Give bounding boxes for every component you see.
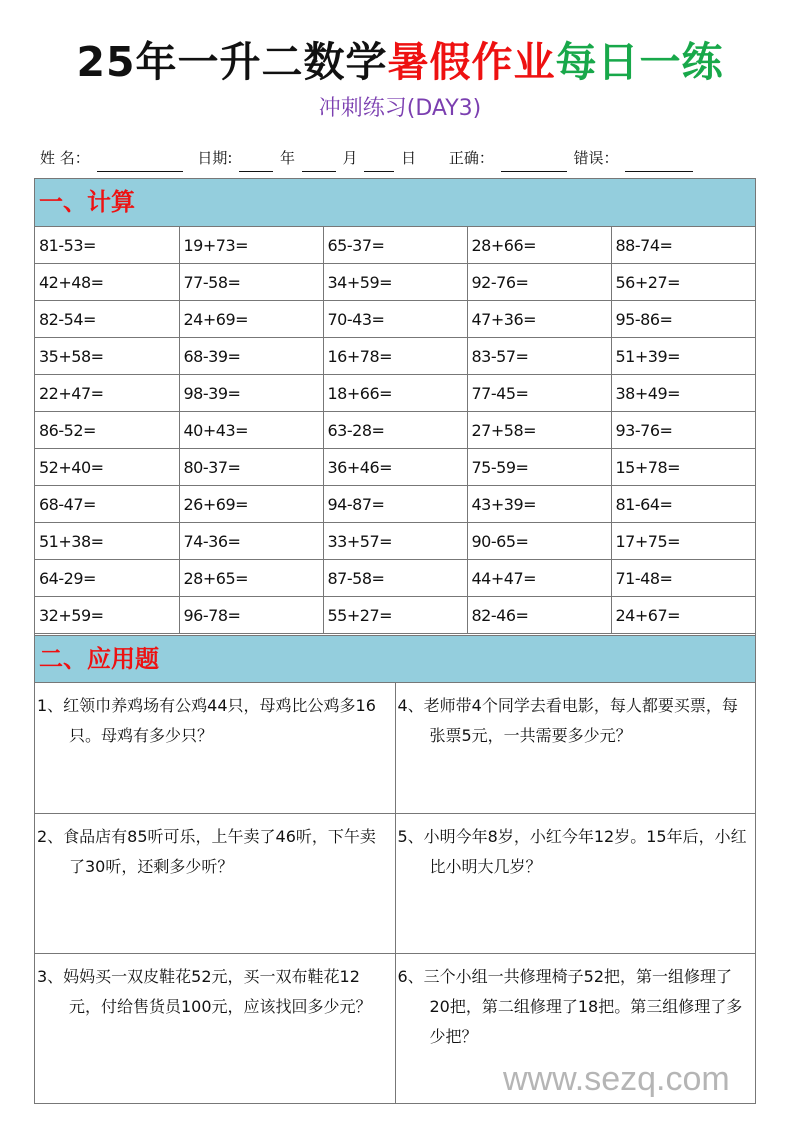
calc-problem-cell[interactable]: 63-28= xyxy=(323,412,467,449)
calc-problem-cell[interactable]: 28+66= xyxy=(467,227,611,264)
calc-problem-cell[interactable]: 77-45= xyxy=(467,375,611,412)
word-problem-cell[interactable] xyxy=(35,683,395,813)
wrong-label: 错误： xyxy=(573,149,619,167)
calc-problem-cell[interactable]: 47+36= xyxy=(467,301,611,338)
calc-problem-cell[interactable]: 81-53= xyxy=(35,227,179,264)
calc-row xyxy=(35,412,755,449)
month-field[interactable] xyxy=(302,153,336,172)
calc-problem-cell[interactable]: 98-39= xyxy=(179,375,323,412)
calc-problem-cell[interactable]: 87-58= xyxy=(323,560,467,597)
calc-problem-cell[interactable]: 51+39= xyxy=(611,338,755,375)
day-label: 日 xyxy=(401,149,417,167)
calc-problem-cell[interactable]: 42+48= xyxy=(35,264,179,301)
worksheet-title xyxy=(0,34,800,90)
calc-row xyxy=(35,375,755,412)
calc-problem-cell[interactable]: 22+47= xyxy=(35,375,179,412)
calc-problem-cell[interactable]: 44+47= xyxy=(467,560,611,597)
calc-row xyxy=(35,449,755,486)
word-problem-cell[interactable] xyxy=(395,813,755,953)
calc-problem-cell[interactable]: 71-48= xyxy=(611,560,755,597)
name-field[interactable] xyxy=(97,153,183,172)
correct-label: 正确： xyxy=(448,149,494,167)
worksheet-subtitle: 冲刺练习(DAY3) xyxy=(318,96,482,121)
title-daily-part: 每日一练 xyxy=(555,38,724,86)
calc-problem-cell[interactable]: 56+27= xyxy=(611,264,755,301)
calc-problem-cell[interactable]: 24+67= xyxy=(611,597,755,634)
calc-problem-cell[interactable]: 17+75= xyxy=(611,523,755,560)
year-field[interactable] xyxy=(239,153,273,172)
calc-problem-cell[interactable]: 94-87= xyxy=(323,486,467,523)
calc-problem-cell[interactable]: 65-37= xyxy=(323,227,467,264)
wrong-field[interactable] xyxy=(625,153,693,172)
calc-problem-cell[interactable]: 70-43= xyxy=(323,301,467,338)
word-problem-cell[interactable] xyxy=(35,953,395,1103)
calc-problem-cell[interactable]: 52+40= xyxy=(35,449,179,486)
calc-problem-cell[interactable]: 80-37= xyxy=(179,449,323,486)
calc-problem-cell[interactable]: 75-59= xyxy=(467,449,611,486)
calc-problem-cell[interactable]: 18+66= xyxy=(323,375,467,412)
calc-problem-cell[interactable]: 36+46= xyxy=(323,449,467,486)
calc-problem-cell[interactable]: 19+73= xyxy=(179,227,323,264)
calc-problem-cell[interactable]: 40+43= xyxy=(179,412,323,449)
calc-problem-cell[interactable]: 35+58= xyxy=(35,338,179,375)
calc-problem-cell[interactable]: 96-78= xyxy=(179,597,323,634)
calc-problem-cell[interactable]: 38+49= xyxy=(611,375,755,412)
calc-problem-cell[interactable]: 68-47= xyxy=(35,486,179,523)
calc-problem-cell[interactable]: 90-65= xyxy=(467,523,611,560)
calc-row xyxy=(35,560,755,597)
calc-problem-grid xyxy=(35,227,755,634)
correct-field[interactable] xyxy=(501,153,567,172)
calc-problem-cell[interactable]: 55+27= xyxy=(323,597,467,634)
calc-problem-cell[interactable]: 82-46= xyxy=(467,597,611,634)
calc-problem-cell[interactable]: 86-52= xyxy=(35,412,179,449)
title-summer-part: 暑假作业 xyxy=(387,38,556,86)
calc-problem-cell[interactable]: 64-29= xyxy=(35,560,179,597)
calc-problem-cell[interactable]: 33+57= xyxy=(323,523,467,560)
calc-problem-cell[interactable]: 32+59= xyxy=(35,597,179,634)
word-problem-cell[interactable] xyxy=(35,813,395,953)
word-problem-3: 3、妈妈买一双皮鞋花52元，买一双布鞋花12元，付给售货员100元，应该找回多少元？ xyxy=(37,966,372,1016)
calc-row xyxy=(35,301,755,338)
title-grade-part: 25年一升二数学 xyxy=(76,38,388,86)
calc-problem-cell[interactable]: 92-76= xyxy=(467,264,611,301)
word-problem-cell[interactable] xyxy=(395,683,755,813)
name-label: 姓 名： xyxy=(40,149,90,167)
calc-problem-cell[interactable]: 93-76= xyxy=(611,412,755,449)
calc-problem-cell[interactable]: 82-54= xyxy=(35,301,179,338)
calc-problem-cell[interactable]: 81-64= xyxy=(611,486,755,523)
calc-problem-cell[interactable]: 68-39= xyxy=(179,338,323,375)
watermark-text: www.sezq.com xyxy=(503,1060,730,1098)
calc-problem-cell[interactable]: 43+39= xyxy=(467,486,611,523)
calc-row xyxy=(35,597,755,634)
date-label: 日期: xyxy=(197,149,233,167)
word-problem-2: 2、食品店有85听可乐，上午卖了46听，下午卖了30听，还剩多少听？ xyxy=(37,826,376,876)
section-word-header: 二、应用题 xyxy=(35,635,755,683)
word-problem-6: 6、三个小组一共修理椅子52把，第一组修理了20把，第二组修理了18把。第三组修理了多少把？ xyxy=(397,966,743,1046)
year-label: 年 xyxy=(279,149,295,167)
calc-problem-cell[interactable]: 95-86= xyxy=(611,301,755,338)
word-problem-4: 4、老师带4个同学去看电影，每人都要买票，每张票5元，一共需要多少元？ xyxy=(397,696,738,745)
calc-problem-cell[interactable]: 77-58= xyxy=(179,264,323,301)
student-info-line xyxy=(40,144,760,172)
calc-row xyxy=(35,486,755,523)
calc-problem-cell[interactable]: 16+78= xyxy=(323,338,467,375)
word-problem-5: 5、小明今年8岁，小红今年12岁。15年后，小红比小明大几岁？ xyxy=(397,826,747,876)
calc-problem-cell[interactable]: 27+58= xyxy=(467,412,611,449)
day-field[interactable] xyxy=(364,153,394,172)
calc-problem-cell[interactable]: 74-36= xyxy=(179,523,323,560)
calc-problem-cell[interactable]: 34+59= xyxy=(323,264,467,301)
calc-problem-cell[interactable]: 83-57= xyxy=(467,338,611,375)
calc-row xyxy=(35,523,755,560)
word-problem-1: 1、红领巾养鸡场有公鸡44只，母鸡比公鸡多16只。母鸡有多少只？ xyxy=(37,696,376,745)
calc-problem-cell[interactable]: 15+78= xyxy=(611,449,755,486)
calc-problem-cell[interactable]: 88-74= xyxy=(611,227,755,264)
word-problem-grid xyxy=(35,683,755,1103)
calc-problem-cell[interactable]: 26+69= xyxy=(179,486,323,523)
section-calc-header: 一、计算 xyxy=(35,179,755,227)
calc-problem-cell[interactable]: 24+69= xyxy=(179,301,323,338)
calc-row xyxy=(35,264,755,301)
calc-problem-cell[interactable]: 28+65= xyxy=(179,560,323,597)
calc-row xyxy=(35,227,755,264)
month-label: 月 xyxy=(342,149,358,167)
worksheet-table xyxy=(34,178,756,1104)
calc-problem-cell[interactable]: 51+38= xyxy=(35,523,179,560)
calc-row xyxy=(35,338,755,375)
